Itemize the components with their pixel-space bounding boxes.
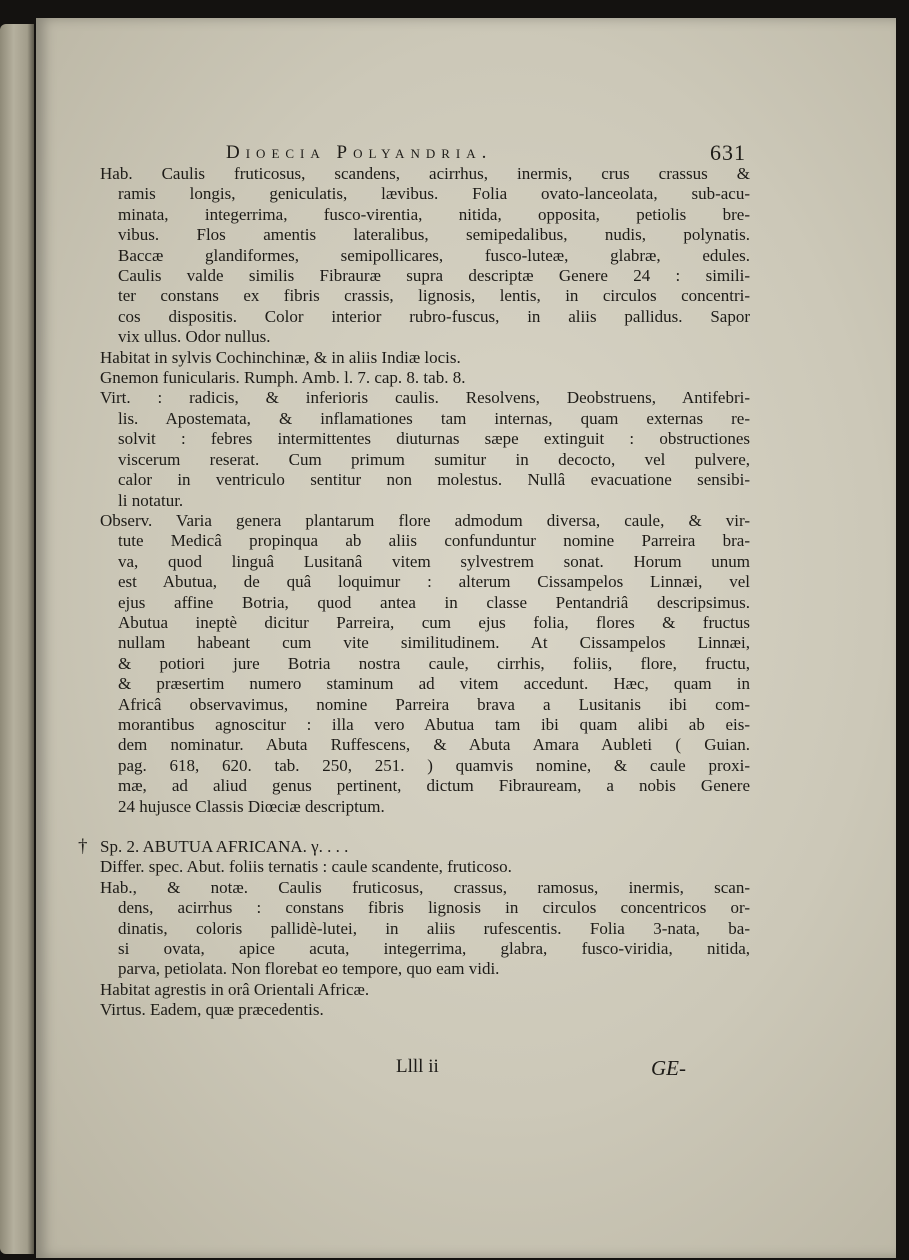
text-line: & præsertim numero staminum ad vitem accedunt. Hæc, quam in — [118, 674, 750, 694]
paragraph-differ — [100, 857, 750, 877]
text-line: Observ. Varia genera plantarum flore admodum diversa, caule, & vir- — [100, 510, 750, 530]
text-line: Differ. spec. Abut. foliis ternatis : caule scandente, fruticoso. — [100, 857, 512, 877]
text-line: & potiori jure Botria nostra caule, cirrhis, foliis, flore, fructu, — [118, 653, 750, 673]
text-line: calor in ventriculo sentitur non molestus. Nullâ evacuatione sensibi- — [118, 470, 750, 490]
paragraph-hab — [100, 164, 750, 348]
body-text — [78, 164, 750, 1021]
text-line: viscerum reserat. Cum primum sumitur in decocto, vel pulvere, — [118, 449, 750, 469]
text-line: Hab. Caulis fruticosus, scandens, acirrhus, inermis, crus crassus & — [100, 164, 750, 183]
paragraph-habitat — [100, 348, 750, 368]
text-line: parva, petiolata. Non florebat eo tempore, quo eam vidi. — [118, 959, 500, 979]
text-line: tute Medicâ propinqua ab aliis confunduntur nomine Parreira bra- — [118, 531, 750, 551]
text-line: 24 hujusce Classis Diœciæ descriptum. — [118, 796, 385, 816]
text-line: Africâ observavimus, nomine Parreira brava a Lusitanis ibi com- — [118, 694, 750, 714]
text-line: dem nominatur. Abuta Ruffescens, & Abuta Amara Aubleti ( Guian. — [118, 735, 750, 755]
dagger-marker: † — [78, 836, 88, 857]
text-line: dens, acirrhus : constans fibris lignosis in circulos concentricos or- — [118, 898, 750, 918]
text-line: ramis longis, geniculatis, lævibus. Folia ovato-lanceolata, sub-acu- — [118, 184, 750, 204]
text-line: vix ullus. Odor nullus. — [118, 327, 271, 347]
text-line: li notatur. — [118, 490, 184, 510]
previous-page-edge — [0, 24, 34, 1254]
text-line: Baccæ glandiformes, semipollicares, fusco-luteæ, glabræ, edules. — [118, 245, 750, 265]
text-line: Virt. : radicis, & inferioris caulis. Resolvens, Deobstruens, Antifebri- — [100, 388, 750, 408]
paragraph-habitat2 — [100, 980, 750, 1000]
paragraph-observ — [100, 511, 750, 817]
paragraph-hab2 — [100, 878, 750, 980]
header-title: Dioecia Polyandria. — [226, 142, 493, 163]
text-line: morantibus agnoscitur : illa vero Abutua tam ibi quam alibi ab eis- — [118, 714, 750, 734]
text-line: pag. 618, 620. tab. 250, 251. ) quamvis nomine, & caule proxi- — [118, 755, 750, 775]
text-line: Hab., & notæ. Caulis fruticosus, crassus, ramosus, inermis, scan- — [100, 877, 750, 897]
text-line: ejus affine Botria, quod antea in classe Pentandriâ descripsimus. — [118, 592, 750, 612]
text-line: Habitat agrestis in orâ Orientali Africæ. — [100, 979, 370, 999]
text-line: Virtus. Eadem, quæ præcedentis. — [100, 1000, 324, 1020]
text-line: Gnemon funicularis. Rumph. Amb. l. 7. cap. 8. tab. 8. — [100, 368, 466, 388]
page-footer — [36, 1056, 896, 1086]
paragraph-virtus — [100, 1000, 750, 1020]
catchword: GE- — [651, 1056, 686, 1080]
text-line: dinatis, coloris pallidè-lutei, in aliis rufescentis. Folia 3-nata, ba- — [118, 918, 750, 938]
text-line: est Abutua, de quâ loquimur : alterum Cissampelos Linnæi, vel — [118, 572, 750, 592]
paragraph-virt — [100, 388, 750, 510]
species-heading — [78, 836, 750, 857]
text-line: si ovata, apice acuta, integerrima, glabra, fusco-viridia, nitida, — [118, 939, 750, 959]
text-line: minata, integerrima, fusco-virentia, nitida, opposita, petiolis bre- — [118, 204, 750, 224]
signature-mark: Llll ii — [396, 1056, 439, 1077]
text-line: Caulis valde similis Fibrauræ supra descriptæ Genere 24 : simili- — [118, 266, 750, 286]
text-line: Habitat in sylvis Cochinchinæ, & in aliis Indiæ locis. — [100, 347, 461, 367]
text-line: lis. Apostemata, & inflamationes tam internas, quam externas re- — [118, 408, 750, 428]
page-number: 631 — [710, 140, 746, 165]
text-line: nullam habeant cum vite similitudinem. At Cissampelos Linnæi, — [118, 633, 750, 653]
text-line: Sp. 2. ABUTUA AFRICANA. γ. . . . — [100, 837, 349, 856]
text-line: cos dispositis. Color interior rubro-fuscus, in aliis pallidus. Sapor — [118, 306, 750, 326]
text-line: ter constans ex fibris crassis, lignosis, lentis, in circulos concentri- — [118, 286, 750, 306]
book-page — [36, 18, 896, 1258]
text-line: mæ, ad aliud genus pertinent, dictum Fibrauream, a nobis Genere — [118, 776, 750, 796]
text-line: vibus. Flos amentis lateralibus, semipedalibus, nudis, polynatis. — [118, 225, 750, 245]
paragraph-gnemon — [100, 368, 750, 388]
text-line: va, quod linguâ Lusitanâ vitem sylvestrem sonat. Horum unum — [118, 551, 750, 571]
text-line: Abutua ineptè dicitur Parreira, cum ejus folia, flores & fructus — [118, 612, 750, 632]
text-line: solvit : febres intermittentes diuturnas sæpe extinguit : obstructiones — [118, 429, 750, 449]
